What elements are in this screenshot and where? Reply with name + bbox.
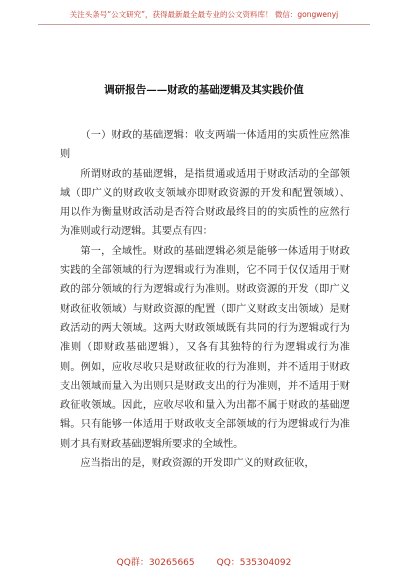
continuation-paragraph: 应当指出的是，财政资源的开发即广义的财政征收， (80, 458, 315, 470)
footer-qq-group: QQ群：30265665 (116, 558, 195, 568)
header-divider (38, 24, 370, 25)
definition-paragraph: 所谓财政的基础逻辑，是指贯通或适用于财政活动的全部领域（即广义的财政收支领域亦即财政资源的开发和配置领域）、用以作为衡量财政活动是否符合财政最终目的的实质性的应然行为准则或行动逻辑。其要点有四： (60, 168, 350, 238)
footer-qq-number: QQ：535304092 (216, 558, 292, 568)
point-one-paragraph: 第一，全域性。财政的基础逻辑必须是能够一体适用于财政实践的全部领域的行为逻辑或行为准则，它不同于仅仅适用于财政的部分领域的行为逻辑或行为准则。财政资源的开发（即广义财政征收领域）与财政资源的配置（即广义财政支出领域）是财政活动的两大领域。这两大财政领域既有共同的行为逻辑或行为准则（即财政基础逻辑），又各有其独特的行为逻辑或行为准则。例如，应收尽收只是财政征收的行为准则，并不适用于财政支出领域而量入为出则只是财政支出的行为准则，并不适用于财政征收领域。因此，应收尽收和量入为出都不属于财政的基础逻辑。只有能够一体适用于财政收支全部领域的行为逻辑或行为准则才具有财政基础逻辑所要求的全域性。 (60, 245, 350, 450)
footer-contact (0, 555, 408, 568)
header-banner: 关注头条号“公文研究”，获得最新最全最专业的公文资料库！ 微信：gongwenyj (69, 10, 339, 19)
document-body (60, 126, 350, 473)
document-title: 调研报告——财政的基础逻辑及其实践价值 (104, 84, 304, 96)
section-heading-paragraph: （一）财政的基础逻辑：收支两端一体适用的实质性应然准则 (60, 130, 350, 161)
